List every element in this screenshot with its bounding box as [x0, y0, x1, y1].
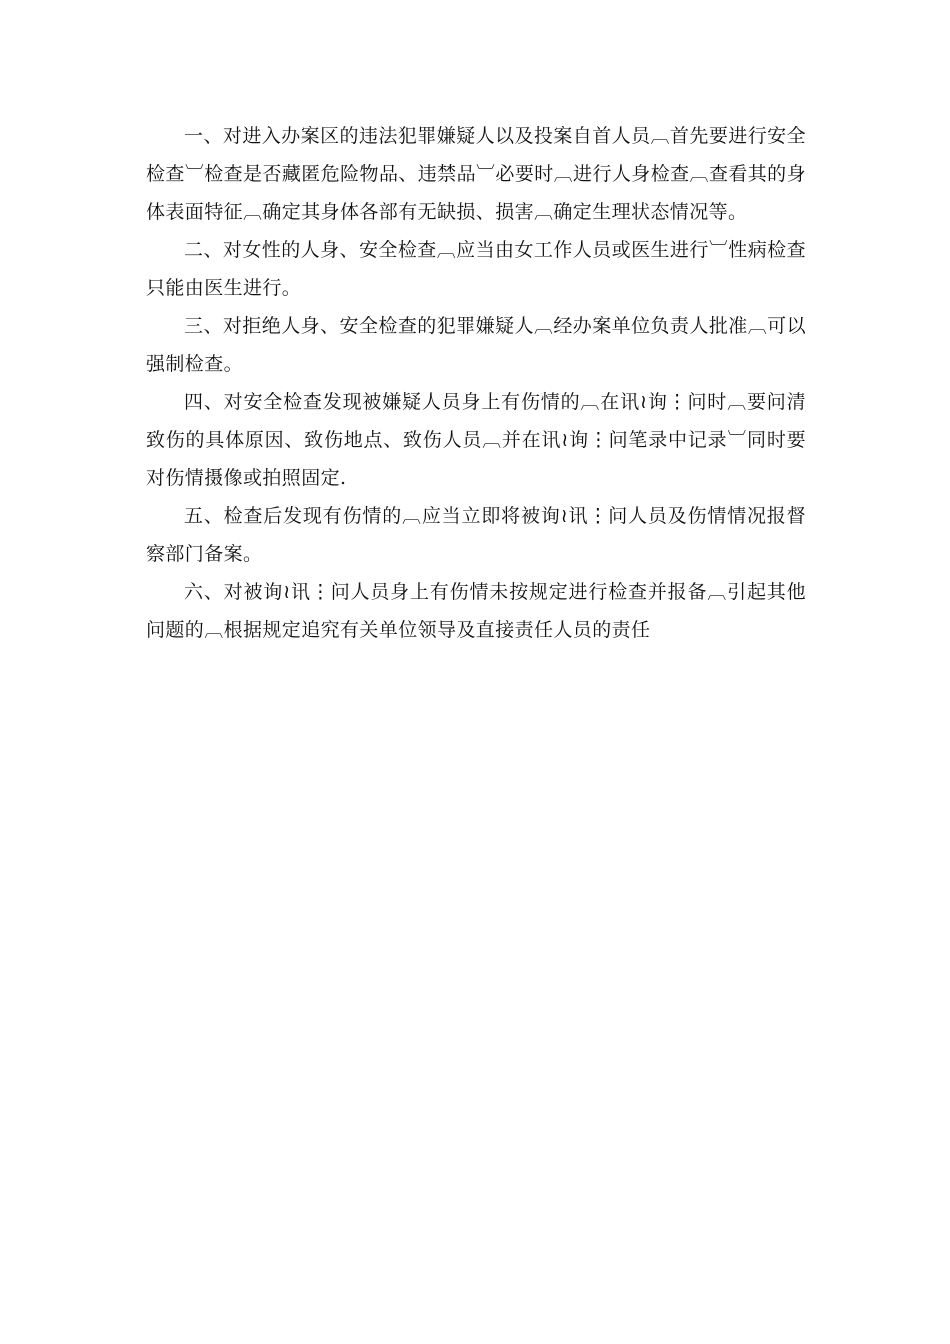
paragraph-5: 五、检查后发现有伤情的︹应当立即将被询≀讯⋮问人员及伤情情况报督察部门备案。	[146, 505, 806, 565]
document-body	[146, 117, 806, 649]
paragraph-1: 一、对进入办案区的违法犯罪嫌疑人以及投案自首人员︹首先要进行安全检查︺检查是否藏匿危险物品、违禁品︺必要时︹进行人身检查︹查看其的身体表面特征︹确定其身体各部有无缺损、损害︹确定生理状态情况等。	[146, 125, 806, 223]
paragraph-3: 三、对拒绝人身、安全检查的犯罪嫌疑人︹经办案单位负责人批准︹可以强制检查。	[146, 315, 806, 375]
paragraph-2: 二、对女性的人身、安全检查︹应当由女工作人员或医生进行︺性病检查只能由医生进行。	[146, 239, 806, 299]
paragraph-4: 四、对安全检查发现被嫌疑人员身上有伤情的︹在讯≀询⋮问时︹要问清致伤的具体原因、致伤地点、致伤人员︹并在讯≀询⋮问笔录中记录︺同时要对伤情摄像或拍照固定.	[146, 391, 806, 489]
paragraph-6: 六、对被询≀讯⋮问人员身上有伤情未按规定进行检查并报备︹引起其他问题的︹根据规定追究有关单位领导及直接责任人员的责任	[146, 581, 806, 641]
